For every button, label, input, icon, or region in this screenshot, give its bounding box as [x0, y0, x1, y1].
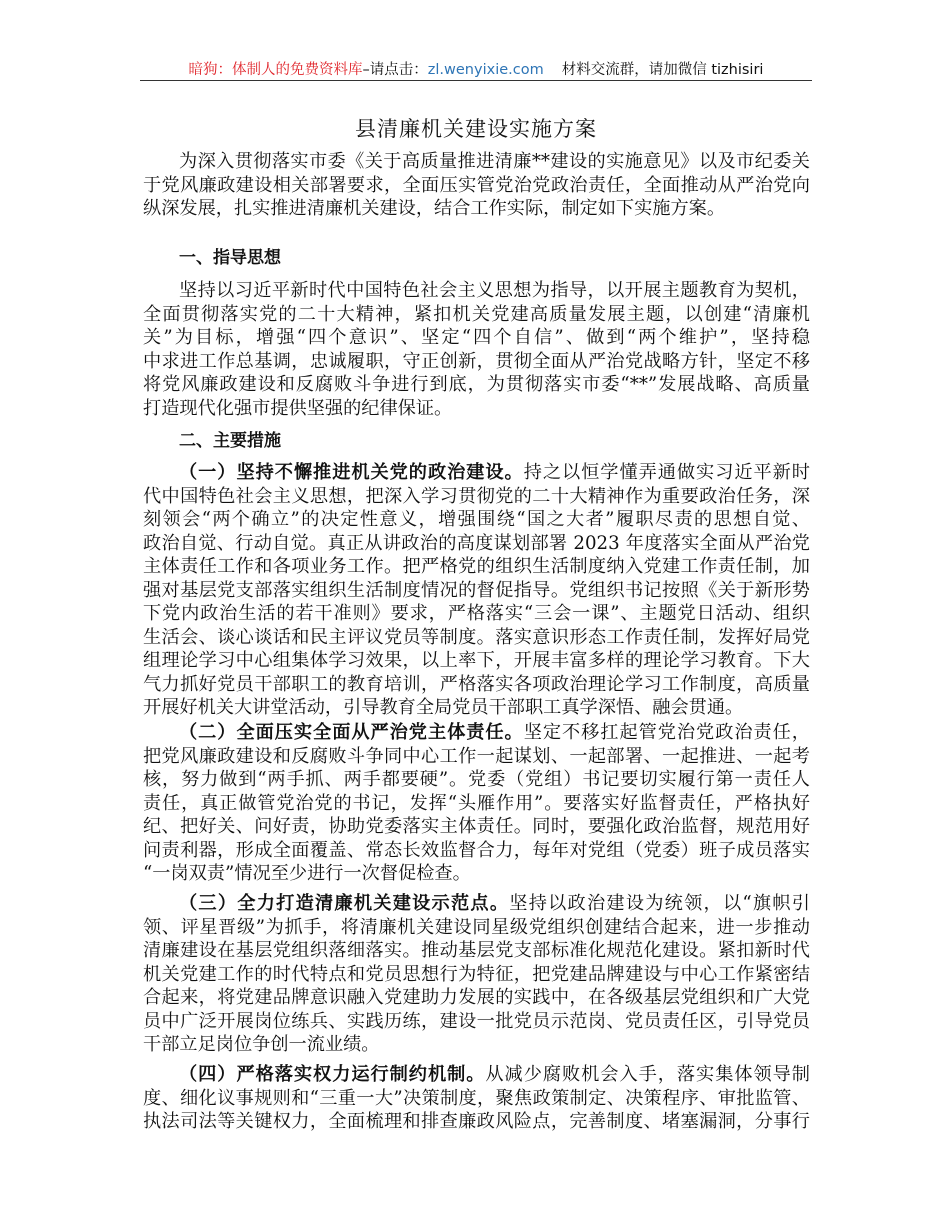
text-line: 组理论学习中心组集体学习效果，以上率下，开展丰富多样的理论学习教育。下大 [143, 650, 810, 671]
text-line: 生活会、谈心谈话和民主评议党员等制度。落实意识形态工作责任制，发挥好局党 [143, 626, 810, 648]
text-line: 将党风廉政建设和反腐败斗争进行到底，为贯彻落实市委“**”发展战略、高质量 [143, 374, 810, 395]
text-line: “一岗双责”情况至少进行一次督促检查。 [143, 863, 471, 884]
text-line: 把党风廉政建设和反腐败斗争同中心工作一起谋划、一起部署、一起推进、一起考 [143, 745, 810, 767]
text-line: 核，努力做到“两手抓、两手都要硬”。党委（党组）书记要切实履行第一责任人 [143, 769, 810, 790]
text-line: 为深入贯彻落实市委《关于高质量推进清廉**建设的实施意见》以及市纪委关 [179, 151, 810, 172]
text-line [143, 1063, 810, 1087]
text-line [143, 461, 810, 485]
text-line: 代中国特色社会主义思想，把深入学习贯彻党的二十大精神作为重要政治任务，深 [143, 485, 810, 507]
measure-text: 坚持以政治建设为统领，以“旗帜引 [509, 893, 810, 914]
text-line: 责任，真正做管党治党的书记，发挥“头雁作用”。要落实好监督责任，严格执好 [143, 792, 810, 814]
text-line: 坚持以习近平新时代中国特色社会主义思想为指导，以开展主题教育为契机， [179, 280, 810, 301]
guiding-paragraph [143, 279, 810, 420]
text-line: 气力抓好党员干部职工的教育培训，严格落实各项政治理论学习工作制度，高质量 [143, 673, 810, 695]
measure-paragraph-4 [143, 1063, 810, 1134]
text-line: 干部立足岗位争创一流业绩。 [143, 1034, 380, 1055]
text-line: 下党内政治生活的若干准则》要求，严格落实“三会一课”、主题党日活动、组织 [143, 603, 810, 624]
click-prompt: –请点击： [362, 62, 428, 78]
measure-title: （一）坚持不懈推进机关党的政治建设。 [179, 462, 524, 483]
text-line: 机关党建工作的时代特点和党员思想行为特征，把党建品牌建设与中心工作紧密结 [143, 963, 810, 985]
text-line: 问责利器，形成全面覆盖、常态长效监督合力，每年对党组（党委）班子成员落实 [143, 839, 810, 861]
text-line: 度、细化议事规则和“三重一大”决策制度，聚焦政策制定、决策程序、审批监管、 [143, 1087, 810, 1109]
text-line: 政治自觉、行动自觉。真正从讲政治的高度谋划部署 2023 年度落实全面从严治党 [143, 532, 810, 554]
text-line: 主体责任工作和各项业务工作。把严格党的组织生活制度纳入党建工作责任制，加 [143, 556, 810, 577]
measure-title: （三）全力打造清廉机关建设示范点。 [179, 893, 510, 914]
text-line: 清廉建设在基层党组织落细落实。推动基层党支部标准化规范化建设。紧扣新时代 [143, 940, 810, 961]
intro-paragraph [143, 150, 810, 221]
section-heading-measures: 二、主要措施 [179, 431, 281, 451]
header-divider [140, 80, 812, 81]
measure-text: 坚定不移扛起管党治党政治责任， [523, 722, 810, 743]
text-line: 纪、把好关、问好责，协助党委落实主体责任。同时，要强化政治监督，规范用好 [143, 816, 810, 837]
measure-title: （二）全面压实全面从严治党主体责任。 [179, 722, 524, 743]
text-line: 执法司法等关键权力，全面梳理和排查廉政风险点，完善制度、堵塞漏洞，分事行 [143, 1111, 810, 1132]
measure-paragraph-1 [143, 461, 810, 720]
section-heading-guiding: 一、指导思想 [179, 248, 281, 268]
site-link[interactable]: zl.wenyixie.com [427, 62, 544, 78]
text-line: 关”为目标，增强“四个意识”、坚定“四个自信”、做到“两个维护”，坚持稳 [143, 327, 810, 348]
site-name: 暗狗：体制人的免费资料库 [188, 62, 363, 78]
text-line: 合起来，将党建品牌意识融入党建助力发展的实践中，在各级基层党组织和广大党 [143, 987, 810, 1008]
measure-paragraph-3 [143, 892, 810, 1057]
text-line: 纵深发展，扎实推进清廉机关建设，结合工作实际，制定如下实施方案。 [143, 198, 726, 219]
text-line: 员中广泛开展岗位练兵、实践历练，建设一批党员示范岗、党员责任区，引导党员 [143, 1010, 810, 1032]
document-title: 县清廉机关建设实施方案 [355, 117, 597, 141]
measure-title: （四）严格落实权力运行制约机制。 [179, 1064, 486, 1085]
measure-paragraph-2 [143, 721, 810, 886]
text-line: 强对基层党支部落实组织生活制度情况的督促指导。党组织书记按照《关于新形势 [143, 579, 810, 601]
text-line [143, 721, 810, 745]
text-line: 刻领会“两个确立”的决定性意义，增强围绕“国之大者”履职尽责的思想自觉、 [143, 509, 810, 530]
text-line: 开展好机关大讲堂活动，引导教育全局党员干部职工真学深悟、融会贯通。 [143, 697, 744, 718]
text-line: 中求进工作总基调，忠诚履职，守正创新，贯彻全面从严治党战略方针，坚定不移 [143, 350, 810, 372]
text-line: 全面贯彻落实党的二十大精神，紧扣机关党建高质量发展主题，以创建“清廉机 [143, 303, 810, 325]
contact-info: 材料交流群，请加微信 tizhisiri [561, 62, 764, 78]
page-header-banner [140, 58, 812, 80]
text-line: 于党风廉政建设相关部署要求，全面压实管党治党政治责任，全面推动从严治党向 [143, 174, 810, 196]
measure-text: 持之以恒学懂弄通做实习近平新时 [523, 462, 810, 483]
text-line: 领、评星晋级”为抓手，将清廉机关建设同星级党组织创建结合起来，进一步推动 [143, 916, 810, 938]
text-line: 打造现代化强市提供坚强的纪律保证。 [143, 397, 453, 419]
text-line [143, 892, 810, 916]
measure-text: 从减少腐败机会入手，落实集体领导制 [485, 1064, 810, 1085]
